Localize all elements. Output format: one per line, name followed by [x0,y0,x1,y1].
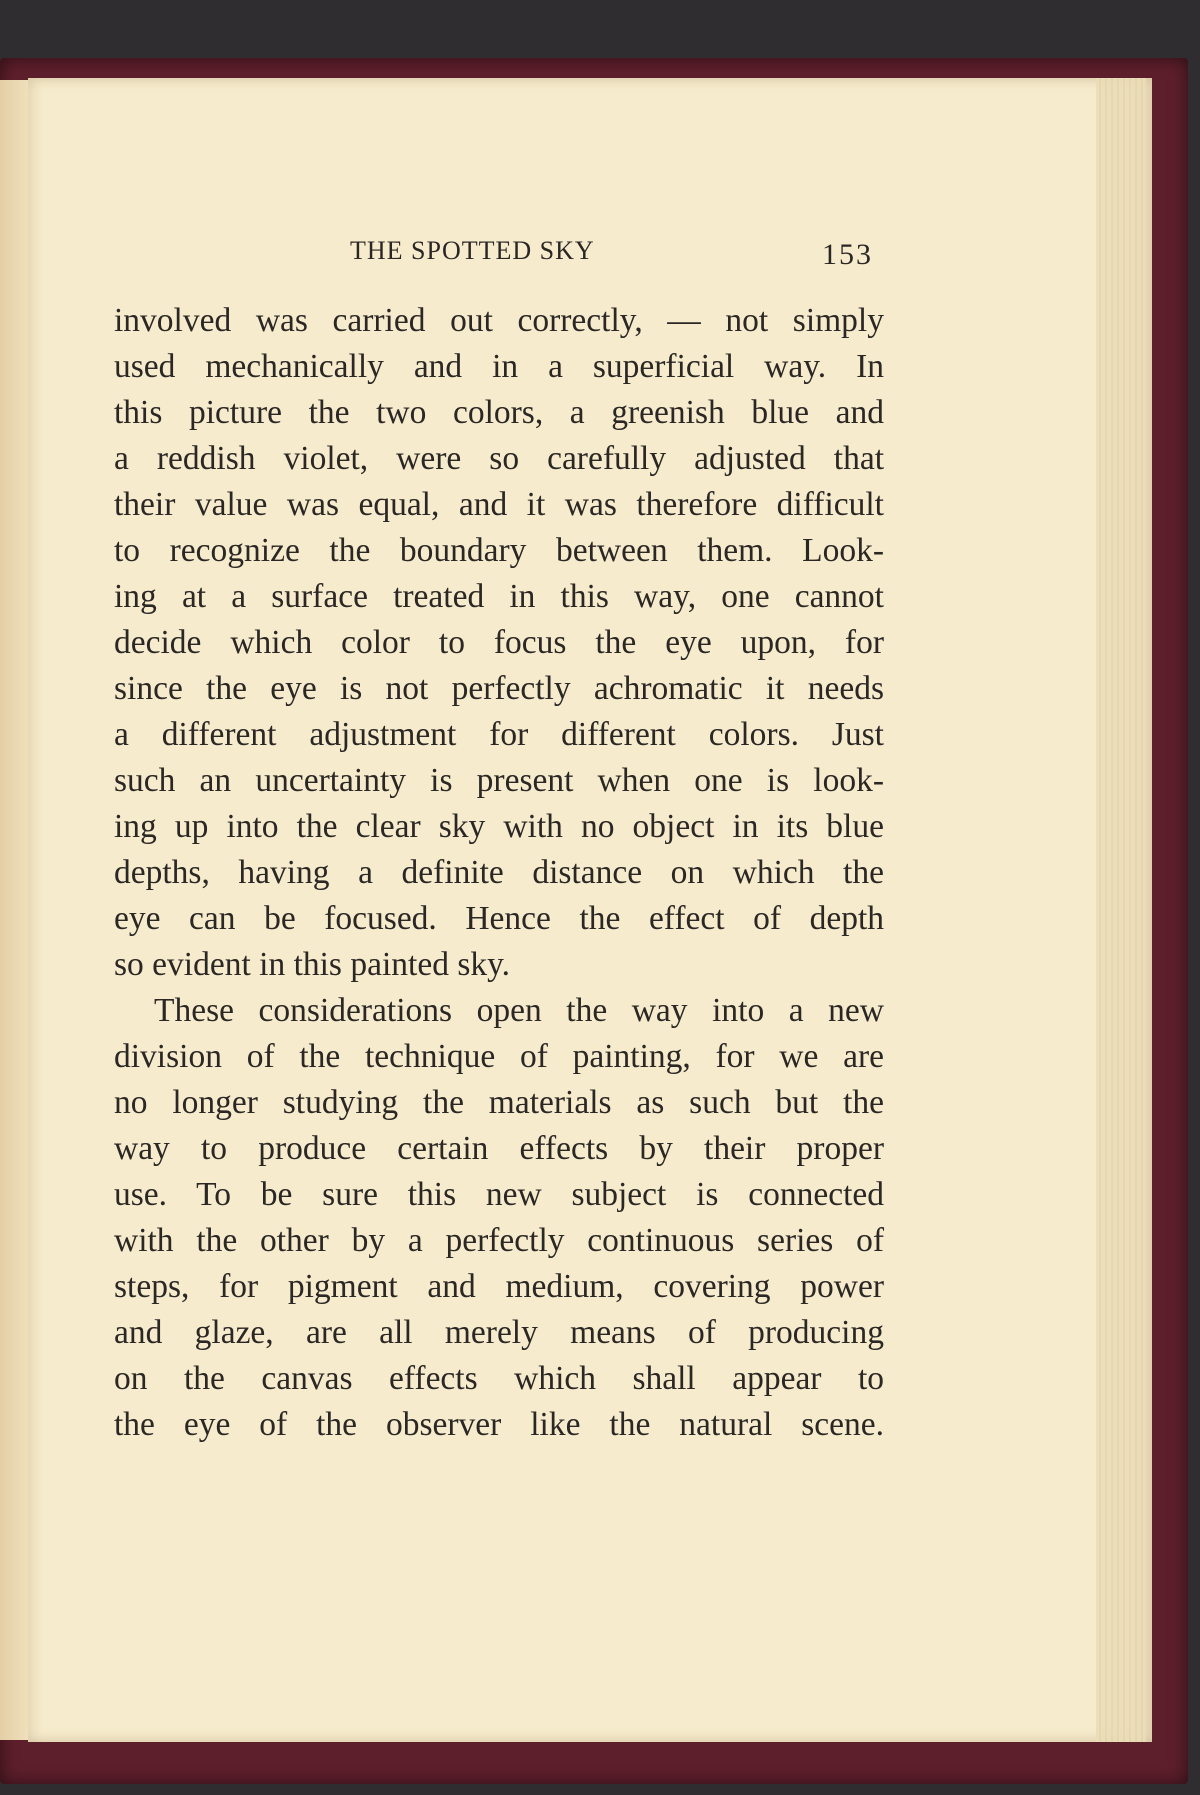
text-line: steps, for pigment and medium, covering power [114,1268,884,1305]
page-stack-edge [1096,78,1146,1742]
body-text [114,298,884,1448]
text-line: with the other by a perfectly continuous series of [114,1222,884,1259]
text-line: the eye of the observer like the natural scene. [114,1406,884,1443]
text-line: a different adjustment for different colors. Just [114,716,884,753]
left-page-edge [0,80,28,1740]
text-line: way to produce certain effects by their proper [114,1130,884,1167]
text-line: used mechanically and in a superficial way. In [114,348,884,385]
text-line: depths, having a definite distance on which the [114,854,884,891]
paragraph-1 [114,298,884,988]
text-line: no longer studying the materials as such but the [114,1084,884,1121]
text-line: a reddish violet, were so carefully adjusted that [114,440,884,477]
text-line: since the eye is not perfectly achromatic it needs [114,670,884,707]
text-line: ing up into the clear sky with no object in its blue [114,808,884,845]
running-title: THE SPOTTED SKY [350,236,595,265]
text-line: division of the technique of painting, for we are [114,1038,884,1075]
paragraph-2 [114,988,884,1448]
text-line: decide which color to focus the eye upon, for [114,624,884,661]
text-line: so evident in this painted sky. [114,946,511,983]
text-line: eye can be focused. Hence the effect of depth [114,900,884,937]
text-line: on the canvas effects which shall appear to [114,1360,884,1397]
text-line: to recognize the boundary between them. Look- [114,532,884,569]
text-line: ing at a surface treated in this way, one cannot [114,578,884,615]
text-line: this picture the two colors, a greenish blue and [114,394,884,431]
text-line: their value was equal, and it was therefore difficult [114,486,884,523]
text-line: use. To be sure this new subject is connected [114,1176,884,1213]
text-line: involved was carried out correctly, — not simply [114,302,884,339]
text-line: These considerations open the way into a new [154,992,884,1029]
text-line: such an uncertainty is present when one is look- [114,762,884,799]
text-line: and glaze, are all merely means of producing [114,1314,884,1351]
page-number: 153 [822,238,873,271]
